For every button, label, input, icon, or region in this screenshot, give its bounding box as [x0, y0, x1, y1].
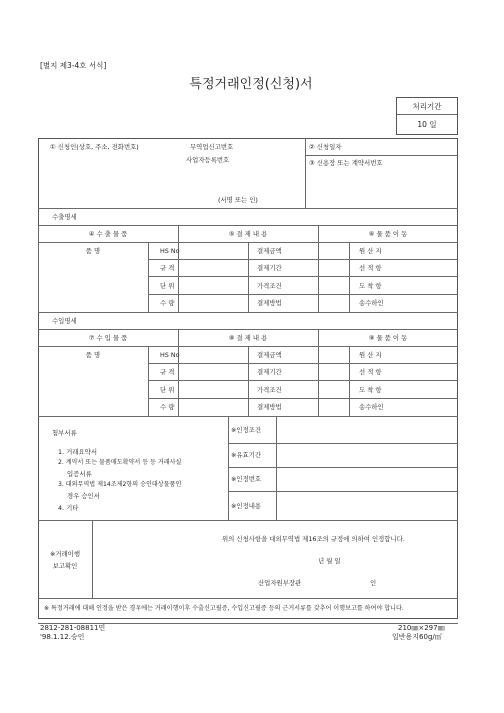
attachment-item-3-cont: 경우 승인서 — [67, 492, 100, 500]
import-unit-label: 단 위 — [160, 386, 175, 394]
approval-statement: 위의 신청사항을 대외무역법 제16조의 규정에 의하여 인정합니다. — [222, 535, 405, 543]
application-date-label: ② 신청일자 — [309, 143, 342, 151]
import-spec-label: 규 격 — [160, 368, 175, 376]
import-goods-header: ⑦ 수 입 물 품 — [88, 334, 128, 342]
import-section-title: 수입명세 — [52, 317, 77, 325]
export-loading-label: 선 적 항 — [359, 264, 382, 272]
export-spec-label: 규 격 — [160, 264, 175, 272]
form-reference: [별지 제3-4호 서식] — [40, 61, 107, 70]
import-arrival-label: 도 착 항 — [359, 386, 382, 394]
export-item-name-label: 품 명 — [85, 247, 101, 255]
export-period-label: 결제기간 — [257, 264, 282, 272]
report-label-2: 보고확인 — [52, 562, 78, 570]
attachment-item-2: 2. 계약서 또는 물품매도확약서 등 등 거래사실 — [58, 459, 182, 466]
report-label: ※거래이행 — [49, 550, 81, 558]
attachment-item-4: 4. 기타 — [58, 504, 79, 512]
import-carrier-label: 송수하인 — [359, 403, 384, 411]
business-number-label: 사업자등록번호 — [186, 156, 230, 164]
approval-content-label: ※인정내용 — [231, 502, 262, 510]
export-settlement-header: ⑤ 결 제 내 용 — [228, 230, 268, 238]
attachment-item-2-cont: 입증서류 — [67, 470, 92, 478]
report-note: ※ 특정거래에 대해 인정을 받은 경우에는 거래이행이후 수출신고필증, 수입신고필증 등의 근거서류를 갖추어 이행보고를 하여야 합니다. — [44, 605, 404, 612]
export-amount-label: 결제금액 — [257, 247, 282, 255]
import-terms-label: 가격조건 — [257, 386, 282, 394]
form-code: 2812-281-08811민 — [40, 624, 106, 632]
import-loading-label: 선 적 항 — [359, 368, 382, 376]
export-arrival-label: 도 착 항 — [359, 282, 382, 290]
processing-period-value: 10 일 — [417, 120, 437, 129]
paper-type: 일반용지60g/㎡ — [392, 633, 442, 641]
authority-seal: 인 — [370, 579, 377, 587]
import-amount-label: 결제금액 — [257, 351, 282, 359]
import-method-label: 결제방법 — [257, 403, 282, 411]
import-hs-label: HS No — [160, 351, 180, 359]
approval-authority: 산업자원부장관 — [258, 579, 302, 587]
export-hs-label: HS No — [160, 247, 180, 255]
page-title: 특정거래인정(신청)서 — [189, 77, 313, 92]
applicant-label: ① 신청인(상호, 주소, 전화번호) — [50, 143, 139, 151]
import-qty-label: 수 량 — [160, 403, 175, 411]
trade-registration-label: 무역업신고번호 — [190, 143, 234, 151]
import-settlement-header: ⑧ 결 제 내 용 — [228, 334, 268, 342]
import-period-label: 결제기간 — [257, 368, 282, 376]
approval-date: 년 월 일 — [318, 557, 341, 565]
export-qty-label: 수 량 — [160, 299, 175, 307]
export-carrier-label: 송수하인 — [359, 299, 384, 307]
approval-number-label: ※인정번호 — [231, 475, 262, 483]
export-goods-header: ④ 수 출 물 품 — [88, 230, 128, 238]
import-shipment-header: ⑨ 물 품 이 동 — [368, 334, 408, 342]
approval-conditions-label: ※인정조건 — [231, 426, 262, 434]
import-item-name-label: 품 명 — [85, 351, 101, 359]
export-shipment-header: ⑥ 물 품 이 동 — [368, 230, 408, 238]
export-method-label: 결제방법 — [257, 299, 282, 307]
export-unit-label: 단 위 — [160, 282, 175, 290]
attachments-title: 첨부서류 — [52, 429, 77, 437]
import-origin-label: 원 산 지 — [359, 351, 382, 359]
export-section-title: 수출명세 — [52, 213, 77, 221]
approval-validity-label: ※유효기간 — [231, 451, 262, 459]
export-terms-label: 가격조건 — [257, 282, 282, 290]
attachment-item-1: 1. 거래요약서 — [58, 448, 97, 456]
processing-period-box — [396, 97, 458, 135]
signature-label: (서명 또는 인) — [218, 196, 258, 204]
approval-date-stamp: '98.1.12.승인 — [40, 633, 85, 641]
contract-number-label: ③ 신용장 또는 계약서번호 — [309, 159, 383, 167]
paper-size: 210㎜×297㎜ — [398, 624, 445, 632]
attachment-item-3: 3. 대외무역법 제14조제2항의 승인대상물품인 — [58, 481, 182, 488]
export-origin-label: 원 산 지 — [359, 247, 382, 255]
processing-period-label: 처리기간 — [412, 102, 442, 111]
